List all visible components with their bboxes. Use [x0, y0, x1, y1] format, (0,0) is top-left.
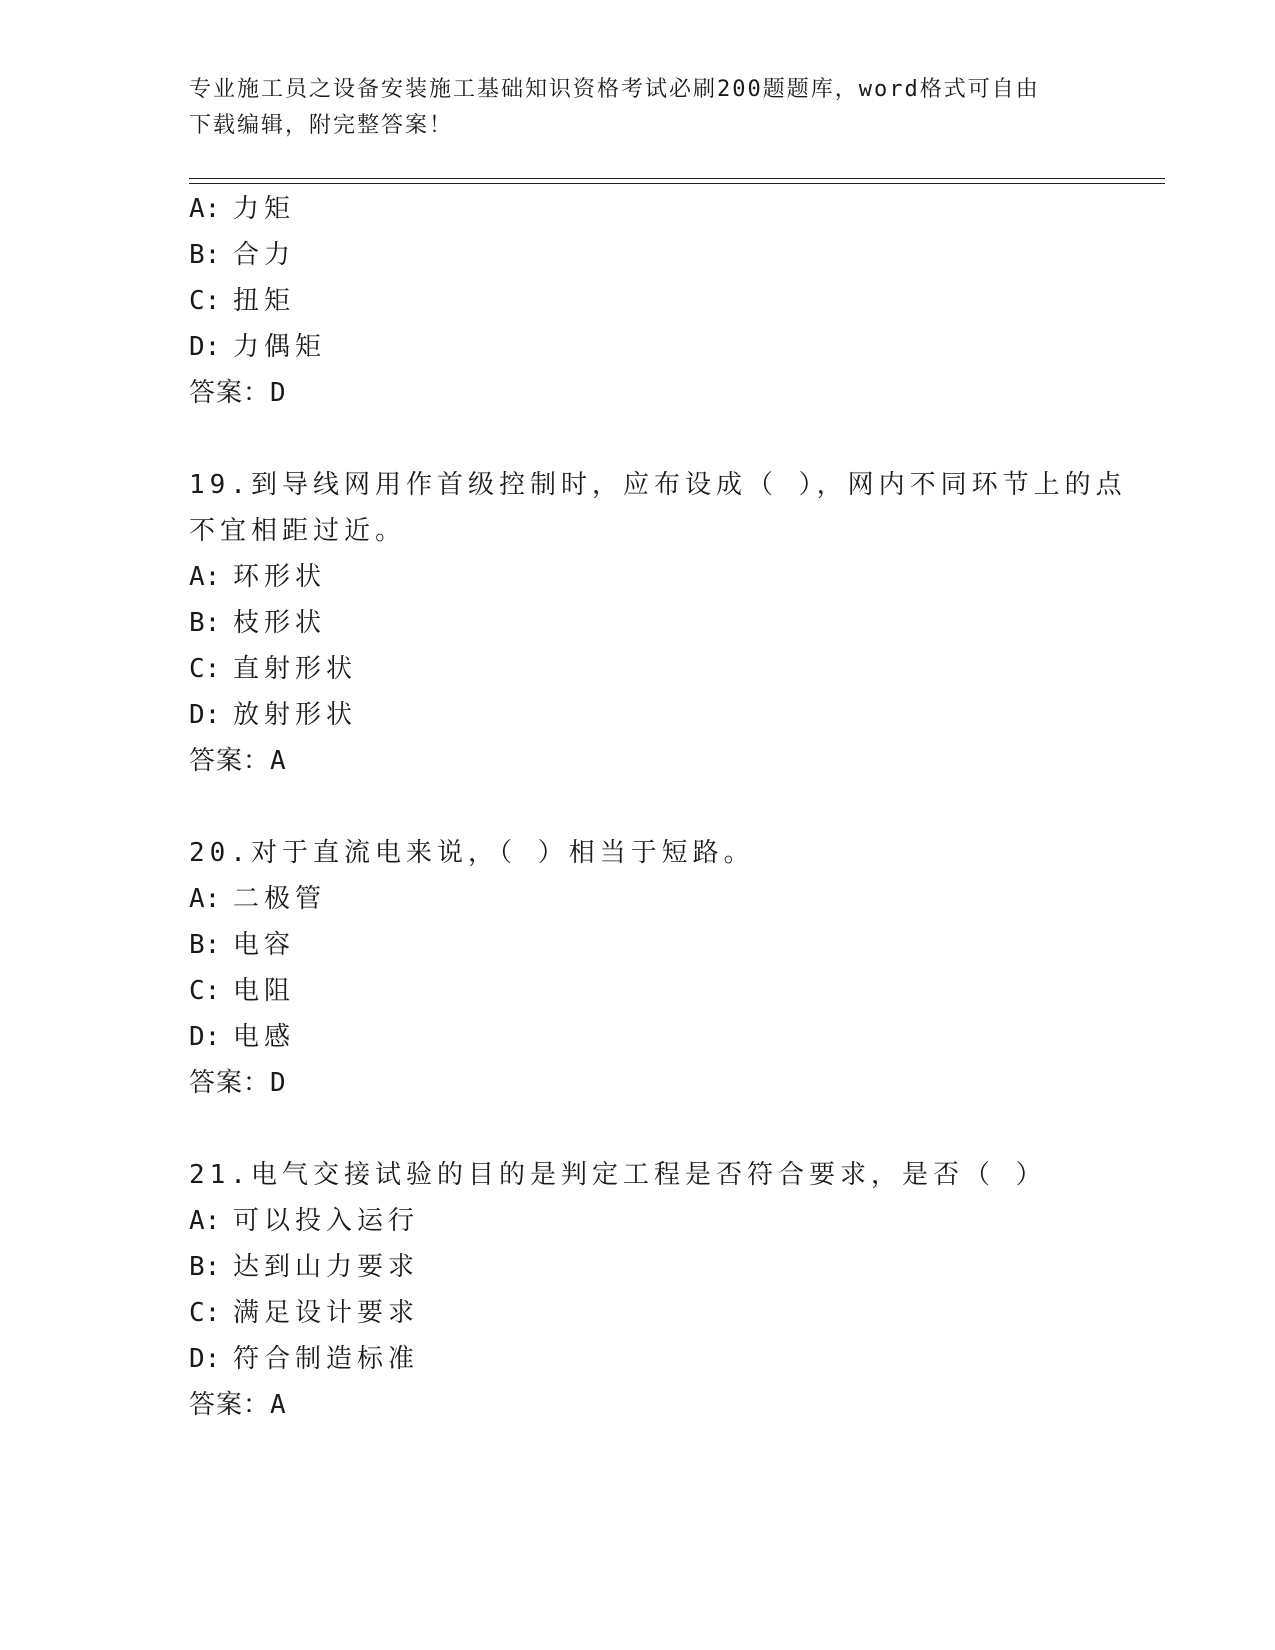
option-text: 电容: [233, 930, 296, 960]
option-key: C:: [189, 286, 221, 316]
answer-line: [189, 1382, 1089, 1428]
header-divider-bottom: [189, 183, 1165, 184]
option-key: C:: [189, 654, 221, 684]
option-key: C:: [189, 976, 221, 1006]
block-spacer: [189, 784, 1089, 830]
option-text: 合力: [233, 240, 296, 270]
option-text: 力矩: [233, 194, 296, 224]
option-d: [189, 324, 1089, 370]
option-key: B:: [189, 930, 221, 960]
question-text-line-1: 21.电气交接试验的目的是判定工程是否符合要求，是否（ ）: [189, 1160, 1047, 1190]
answer-value: D: [270, 378, 287, 408]
answer-line: [189, 738, 1089, 784]
block-spacer: [189, 416, 1089, 462]
option-b: [189, 922, 1089, 968]
document-header: [189, 72, 1069, 144]
question-text-line-1: 19.到导线网用作首级控制时，应布设成（ ），网内不同环节上的点: [189, 470, 1127, 500]
option-b: [189, 600, 1089, 646]
option-key: A:: [189, 1206, 221, 1236]
option-b: [189, 1244, 1089, 1290]
header-title-line-1: 专业施工员之设备安装施工基础知识资格考试必刷200题题库，word格式可自由: [189, 77, 1040, 102]
question-block-20: [189, 830, 1089, 1106]
question-text-line-1: 20.对于直流电来说，（ ）相当于短路。: [189, 838, 755, 868]
option-a: [189, 186, 1089, 232]
option-key: C:: [189, 1298, 221, 1328]
block-spacer: [189, 1106, 1089, 1152]
option-key: B:: [189, 608, 221, 638]
header-divider-top: [189, 178, 1165, 179]
answer-line: [189, 1060, 1089, 1106]
option-key: A:: [189, 194, 221, 224]
question-block-18: [189, 186, 1089, 416]
option-a: [189, 554, 1089, 600]
option-text: 放射形状: [233, 700, 358, 730]
option-text: 电感: [233, 1022, 296, 1052]
question-list: [189, 186, 1127, 1428]
option-c: [189, 968, 1089, 1014]
option-text: 可以投入运行: [233, 1206, 420, 1236]
option-key: B:: [189, 1252, 221, 1282]
option-a: [189, 1198, 1089, 1244]
answer-line: [189, 370, 1089, 416]
option-key: D:: [189, 1344, 221, 1374]
option-key: D:: [189, 1022, 221, 1052]
answer-label: 答案：: [189, 746, 271, 776]
option-key: A:: [189, 884, 221, 914]
option-key: D:: [189, 332, 221, 362]
option-text: 二极管: [233, 884, 327, 914]
option-a: [189, 876, 1089, 922]
option-key: B:: [189, 240, 221, 270]
option-d: [189, 1014, 1089, 1060]
answer-label: 答案：: [189, 1390, 271, 1420]
option-text: 达到山力要求: [233, 1252, 420, 1282]
answer-label: 答案：: [189, 1068, 271, 1098]
option-text: 满足设计要求: [233, 1298, 420, 1328]
option-text: 直射形状: [233, 654, 358, 684]
option-c: [189, 646, 1089, 692]
question-block-19: [189, 462, 1127, 784]
question-text-line-2: 不宜相距过近。: [189, 516, 407, 546]
option-text: 环形状: [233, 562, 327, 592]
question-block-21: [189, 1152, 1089, 1428]
option-key: D:: [189, 700, 221, 730]
option-key: A:: [189, 562, 221, 592]
answer-value: D: [270, 1068, 287, 1098]
answer-value: A: [270, 1390, 287, 1420]
option-d: [189, 1336, 1089, 1382]
option-text: 扭矩: [233, 286, 296, 316]
option-b: [189, 232, 1089, 278]
option-text: 符合制造标准: [233, 1344, 420, 1374]
header-title-line-2: 下载编辑，附完整答案！: [189, 113, 454, 138]
option-text: 力偶矩: [233, 332, 327, 362]
answer-label: 答案：: [189, 378, 271, 408]
option-c: [189, 278, 1089, 324]
option-d: [189, 692, 1089, 738]
option-text: 枝形状: [233, 608, 327, 638]
option-text: 电阻: [233, 976, 296, 1006]
answer-value: A: [270, 746, 287, 776]
option-c: [189, 1290, 1089, 1336]
